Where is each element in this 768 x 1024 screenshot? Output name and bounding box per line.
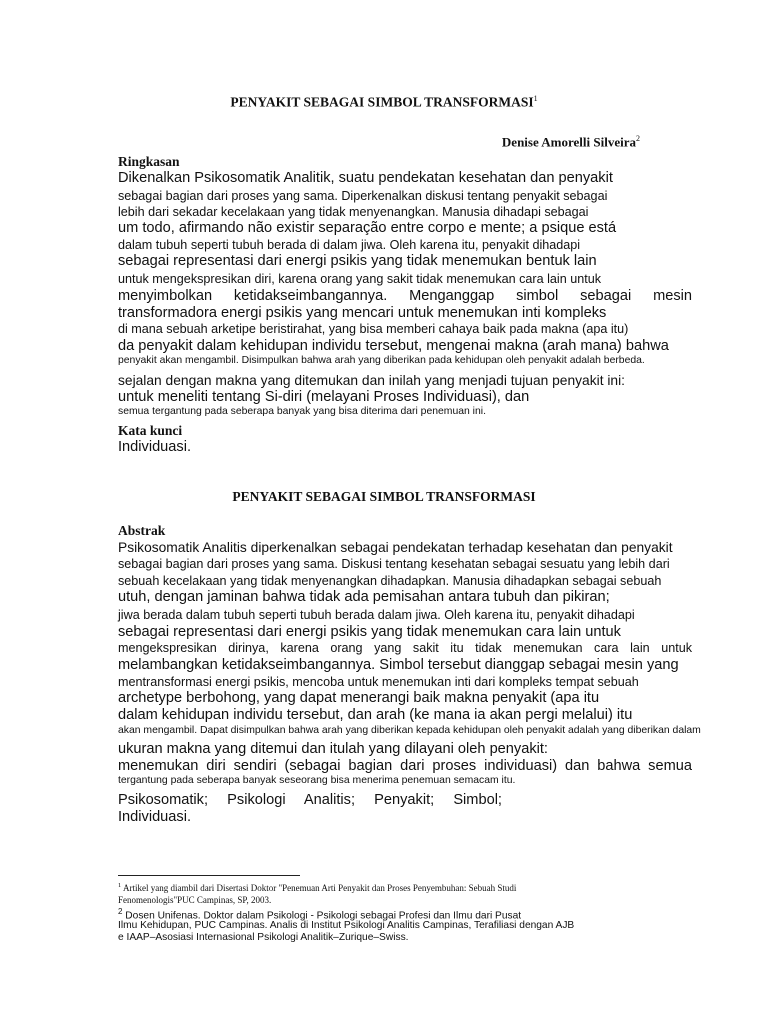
kata-kunci-heading: Kata kunci: [118, 423, 183, 438]
ringkasan-line: transformadora energi psikis yang mencari untuk menemukan inti kompleks: [118, 305, 607, 321]
abstrak-line: tergantung pada seberapa banyak seseorang bisa menerima penemuan semacam itu.: [118, 775, 516, 786]
ringkasan-line: Dikenalkan Psikosomatik Analitik, suatu pendekatan kesehatan dan penyakit: [118, 170, 613, 186]
ringkasan-line: untuk meneliti tentang Si-diri (melayani Proses Individuasi), dan: [118, 389, 530, 405]
ringkasan-line: da penyakit dalam kehidupan individu tersebut, mengenai makna (arah mana) bahwa: [118, 338, 669, 354]
document-title-text: PENYAKIT SEBAGAI SIMBOL TRANSFORMASI: [230, 94, 534, 110]
ringkasan-line: sebagai representasi dari energi psikis yang tidak menemukan bentuk lain: [118, 253, 597, 269]
abstrak-line: akan mengambil. Dapat disimpulkan bahwa arah yang diberikan kepada kehidupan oleh penyakit adalah yang diberikan dalam: [118, 725, 701, 736]
footnote-1-text: Artikel yang diambil dari Disertasi Doktor "Penemuan Arti Penyakit dan Proses Penyembuhan: Sebuah Studi: [123, 883, 517, 893]
footnote-1: [118, 882, 516, 893]
keywords-line: Individuasi.: [118, 809, 192, 825]
kata-kunci-text: Individuasi.: [118, 439, 192, 455]
abstrak-line: archetype berbohong, yang dapat menerangi baik makna penyakit (apa itu: [118, 690, 600, 706]
abstrak-line: melambangkan ketidakseimbangannya. Simbol tersebut dianggap sebagai mesin yang: [118, 657, 679, 673]
abstrak-line: Psikosomatik Analitis diperkenalkan sebagai pendekatan terhadap kesehatan dan penyakit: [118, 540, 673, 555]
footnote-2-cont: e IAAP–Asosiasi Internasional Psikologi Analitik–Zurique–Swiss.: [118, 932, 409, 943]
ringkasan-line: penyakit akan mengambil. Disimpulkan bahwa arah yang diberikan pada kehidupan oleh penyakit adalah berbeda.: [118, 355, 645, 366]
ringkasan-line: dalam tubuh seperti tubuh berada di dalam jiwa. Oleh karena itu, penyakit dihadapi: [118, 238, 581, 252]
author-name: [502, 134, 640, 150]
footnote-1-mark: 1: [118, 882, 122, 889]
footnote-2-text: Dosen Unifenas. Doktor dalam Psikologi - Psikologi sebagai Profesi dan Ilmu dari Pusat: [125, 910, 522, 922]
abstrak-heading: Abstrak: [118, 523, 166, 538]
ringkasan-line: lebih dari sekadar kecelakaan yang tidak menyenangkan. Manusia dihadapi sebagai: [118, 205, 589, 219]
abstrak-line: sebuah kecelakaan yang tidak menyenangkan dihadapkan. Manusia dihadapkan sebagai sebuah: [118, 574, 662, 588]
ringkasan-line: semua tergantung pada seberapa banyak yang bisa diterima dari penemuan ini.: [118, 406, 486, 417]
footnote-ref-1: 1: [533, 94, 538, 103]
footnote-2-cont: Ilmu Kehidupan, PUC Campinas. Analis di Institut Psikologi Analitis Campinas, Terafiliasi dengan AJB: [118, 920, 575, 931]
abstrak-line: sebagai representasi dari energi psikis yang tidak menemukan cara lain untuk: [118, 624, 621, 640]
ringkasan-heading: Ringkasan: [118, 154, 180, 169]
ringkasan-line: um todo, afirmando não existir separação entre corpo e mente; a psique está: [118, 220, 617, 236]
abstrak-line: utuh, dengan jaminan bahwa tidak ada pemisahan antara tubuh dan pikiran;: [118, 589, 610, 605]
abstrak-line: mengekspresikan dirinya, karena orang yang sakit itu tidak menemukan cara lain untuk: [118, 641, 692, 655]
footnote-divider: [118, 875, 300, 876]
ringkasan-line: sebagai bagian dari proses yang sama. Diperkenalkan diskusi tentang penyakit sebagai: [118, 189, 608, 203]
abstrak-line: mentransformasi energi psikis, mencoba untuk menemukan inti dari kompleks tempat sebuah: [118, 675, 639, 689]
abstrak-line: jiwa berada dalam tubuh seperti tubuh berada dalam jiwa. Oleh karena itu, penyakit dihadapi: [118, 608, 635, 622]
footnote-1-cont: Fenomenologis"PUC Campinas, SP, 2003.: [118, 895, 272, 905]
ringkasan-line: menyimbolkan ketidakseimbangannya. Menganggap simbol sebagai mesin: [118, 288, 692, 304]
ringkasan-line: di mana sebuah arketipe beristirahat, yang bisa memberi cahaya baik pada makna (apa itu): [118, 322, 629, 336]
footnote-ref-2: 2: [636, 134, 640, 143]
keywords-line: Psikosomatik; Psikologi Analitis; Penyakit; Simbol;: [118, 792, 502, 808]
document-title: [0, 94, 768, 111]
abstrak-line: menemukan diri sendiri (sebagai bagian dari proses individuasi) dan bahwa semua: [118, 758, 692, 774]
ringkasan-line: sejalan dengan makna yang ditemukan dan inilah yang menjadi tujuan penyakit ini:: [118, 373, 625, 388]
abstrak-line: sebagai bagian dari proses yang sama. Diskusi tentang kesehatan sebagai sesuatu yang lebih dari: [118, 557, 670, 571]
ringkasan-line: untuk mengekspresikan diri, karena orang yang sakit tidak menemukan cara lain untuk: [118, 272, 602, 286]
section-title: PENYAKIT SEBAGAI SIMBOL TRANSFORMASI: [232, 489, 536, 504]
footnote-2-mark: 2: [118, 907, 123, 916]
abstrak-line: dalam kehidupan individu tersebut, dan arah (ke mana ia akan pergi melalui) itu: [118, 707, 633, 723]
author-name-text: Denise Amorelli Silveira: [501, 134, 636, 150]
abstrak-line: ukuran makna yang ditemui dan itulah yang dilayani oleh penyakit:: [118, 741, 548, 757]
